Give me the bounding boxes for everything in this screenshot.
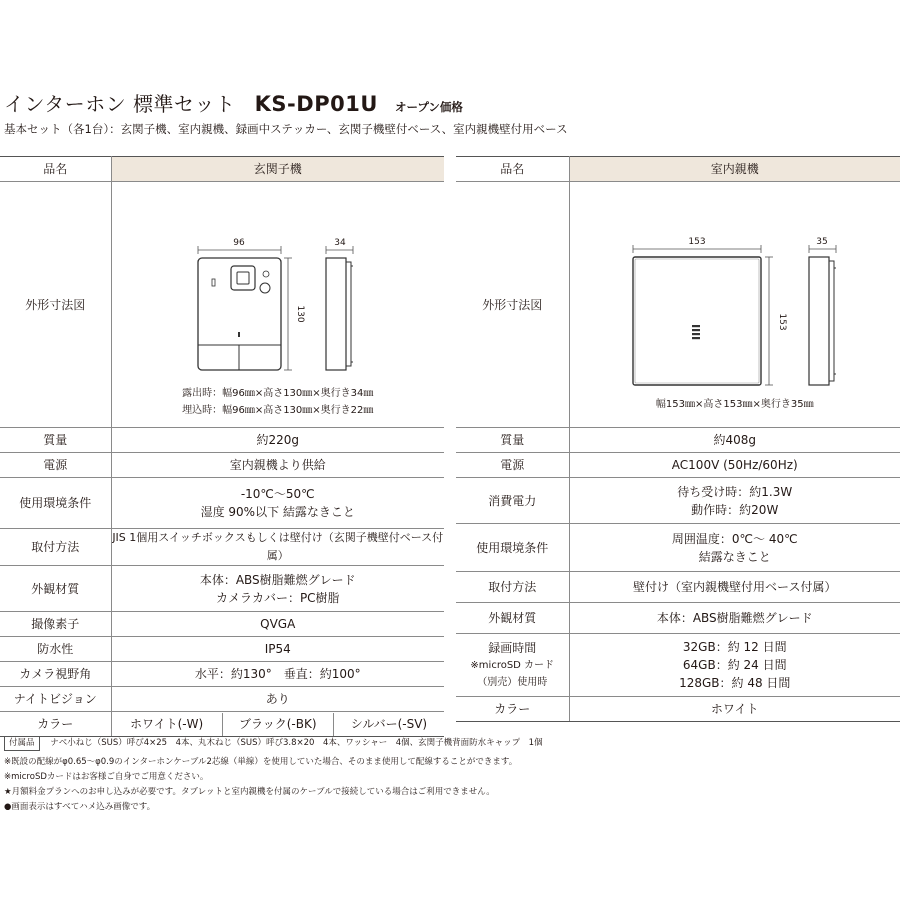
row-value: QVGA xyxy=(111,612,444,637)
col-label-cell: 品名 xyxy=(456,157,569,182)
side-depth-label: 34 xyxy=(333,238,346,248)
row-value: JIS 1個用スイッチボックスもしくは壁付け（玄関子機壁付ベース付属） xyxy=(111,529,444,566)
front-width-label: 153 xyxy=(687,237,706,247)
entrance-side-outline xyxy=(326,258,346,370)
row-label: 防水性 xyxy=(0,637,111,662)
row-value: 水平：約130° 垂直：約100° xyxy=(111,662,444,687)
row-label: 外観材質 xyxy=(456,603,569,634)
height-label: 153 xyxy=(776,313,787,331)
product-header-cell: 玄関子機 xyxy=(111,157,444,182)
note-line: ※microSDカードはお客様ご自身でご用意ください。 xyxy=(4,772,209,782)
recording-label-cell: 録画時間 ※microSD カード （別売）使用時 xyxy=(456,634,569,697)
col-label-cell: 品名 xyxy=(0,157,111,182)
camera-icon xyxy=(231,266,255,290)
row-label: 電源 xyxy=(456,453,569,478)
row-value: 本体：ABS樹脂難燃グレード カメラカバー：PC樹脂 xyxy=(111,566,444,612)
row-value: 約408g xyxy=(569,428,900,453)
color-option-black: ブラック(-BK) xyxy=(222,713,333,736)
row-label: 消費電力 xyxy=(456,478,569,524)
price-label: オープン価格 xyxy=(394,100,463,114)
row-label: ナイトビジョン xyxy=(0,687,111,712)
recording-value-cell: 32GB：約 12 日間 64GB：約 24 日間 128GB：約 48 日間 xyxy=(569,634,900,697)
indoor-dims: 幅153㎜×高さ153㎜×奥行き35㎜ xyxy=(655,399,814,410)
row-label: カメラ視野角 xyxy=(0,662,111,687)
row-label: 外観材質 xyxy=(0,566,111,612)
accessory-label: 付属品 xyxy=(4,736,40,751)
diagram-label-cell: 外形寸法図 xyxy=(0,182,111,428)
height-label: 130 xyxy=(294,305,305,323)
color-option-white: ホワイト(-W) xyxy=(129,716,204,731)
note-line: ●画面表示はすべてハメ込み画像です。 xyxy=(4,802,156,812)
row-label: 質量 xyxy=(0,428,111,453)
row-value: 周囲温度：0℃～ 40℃ 結露なきこと xyxy=(569,524,900,572)
row-value: 室内親機より供給 xyxy=(111,453,444,478)
accessory-list: ナベ小ねじ（SUS）呼び4×25 4本、丸木ねじ（SUS）呼び3.8×20 4本、ワッシャー 4個、玄関子機背面防水キャップ 1個 xyxy=(50,738,543,748)
row-label: 使用環境条件 xyxy=(0,478,111,529)
row-label: 電源 xyxy=(0,453,111,478)
footnotes xyxy=(4,736,543,815)
entrance-diagram-cell xyxy=(111,182,444,428)
indoor-unit-spec-table xyxy=(456,156,900,722)
set-contents: 基本セット（各1台）：玄関子機、室内親機、録画中ステッカー、玄関子機壁付ベース、室内親機壁付用ベース xyxy=(4,122,568,136)
note-line: ※既設の配線がφ0.65～φ0.9のインターホンケーブル2芯線（単線）を使用していた場合、そのまま使用して配線することができます。 xyxy=(4,757,518,767)
color-value: ホワイト xyxy=(569,697,900,722)
front-width-label: 96 xyxy=(232,238,245,248)
product-header-cell: 室内親機 xyxy=(569,157,900,182)
row-value: あり xyxy=(111,687,444,712)
row-label: 取付方法 xyxy=(0,529,111,566)
entrance-unit-spec-table xyxy=(0,156,444,737)
indoor-side-outline xyxy=(809,257,829,385)
row-label: カラー xyxy=(456,697,569,722)
page-title xyxy=(4,88,463,117)
indoor-front-outline xyxy=(633,257,761,385)
product-title: インターホン 標準セット xyxy=(4,92,236,116)
row-label: カラー xyxy=(0,712,111,737)
row-label: 質量 xyxy=(456,428,569,453)
row-label: 使用環境条件 xyxy=(456,524,569,572)
indoor-diagram-cell xyxy=(569,182,900,428)
dims-exposed: 露出時：幅96㎜×高さ130㎜×奥行き34㎜ xyxy=(182,388,374,399)
dims-flush: 埋込時：幅96㎜×高さ130㎜×奥行き22㎜ xyxy=(182,405,374,416)
note-line: ★月額料金プランへのお申し込みが必要です。タブレットと室内親機を付属のケーブルで接続している場合はご利用できません。 xyxy=(4,787,495,797)
diagram-label-cell: 外形寸法図 xyxy=(456,182,569,428)
color-options-cell xyxy=(111,712,444,737)
row-label: 取付方法 xyxy=(456,572,569,603)
row-value: -10℃～50℃ 湿度 90%以下 結露なきこと xyxy=(111,478,444,529)
indoor-unit-drawing xyxy=(570,182,900,427)
row-value: AC100V (50Hz/60Hz) xyxy=(569,453,900,478)
row-value: 約220g xyxy=(111,428,444,453)
row-label: 撮像素子 xyxy=(0,612,111,637)
row-value: IP54 xyxy=(111,637,444,662)
row-value: 壁付け（室内親機壁付用ベース付属） xyxy=(569,572,900,603)
accessories-row xyxy=(4,736,543,751)
color-option-silver: シルバー(-SV) xyxy=(333,713,444,736)
side-depth-label: 35 xyxy=(815,237,828,247)
row-value: 本体：ABS樹脂難燃グレード xyxy=(569,603,900,634)
model-number: KS-DP01U xyxy=(254,92,378,116)
row-value: 待ち受け時：約1.3W 動作時：約20W xyxy=(569,478,900,524)
